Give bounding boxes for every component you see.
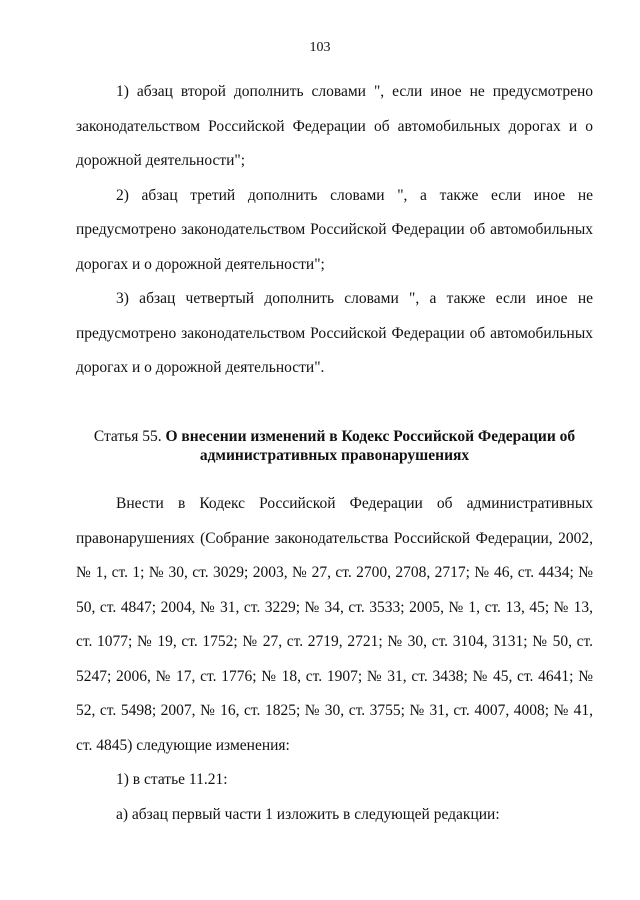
amendment-item-1: 1) абзац второй дополнить словами ", если иное не предусмотрено законодательством Российской Федерации об автомобильных дорогах и о дорожной деятельности"; bbox=[76, 83, 593, 169]
article-number: Статья 55. bbox=[93, 428, 162, 445]
body-paragraph-3: а) абзац первый части 1 изложить в следующей редакции: bbox=[116, 805, 500, 823]
amendment-item-2: 2) абзац третий дополнить словами ", а также если иное не предусмотрено законодательством Российской Федерации об автомобильных дорогах и о дорожной деятельности"; bbox=[76, 186, 593, 273]
body-paragraph-1: Внести в Кодекс Российской Федерации об административных правонарушениях (Собрание законодательства Российской Федерации, 2002, № 1, ст. 1; № 30, ст. 3029; 2003, № 27, ст. 2700, 2708, 2717; № 46, ст. 4434; № 50, ст. 4847; 2004, № 31, ст. 3229; № 34, ст. 3533; 2005, № 1, ст. 13, 45; № 13, ст. 1077; № 19, ст. 1752; № 27, ст. 2719, 2721; № 30, ст. 3104, 3131; № 50, ст. 5247; 2006, № 17, ст. 1776; № 18, ст. 1907; № 31, ст. 3438; № 45, ст. 4641; № 52, ст. 5498; 2007, № 16, ст. 1825; № 30, ст. 3755; № 31, ст. 4007, 4008; № 41, ст. 4845) следующие изменения: bbox=[76, 495, 593, 754]
article-body bbox=[76, 487, 593, 832]
article-heading bbox=[76, 427, 593, 465]
page-number: 103 bbox=[309, 40, 331, 55]
body-paragraph-2: 1) в статье 11.21: bbox=[116, 771, 228, 788]
article-title: О внесении изменений в Кодекс Российской Федерации об административных правонарушениях bbox=[165, 428, 576, 464]
amendment-item-3: 3) абзац четвертый дополнить словами ", а также если иное не предусмотрено законодательством Российской Федерации об автомобильных дорогах и о дорожной деятельности". bbox=[76, 290, 593, 376]
amendment-list bbox=[76, 75, 593, 386]
